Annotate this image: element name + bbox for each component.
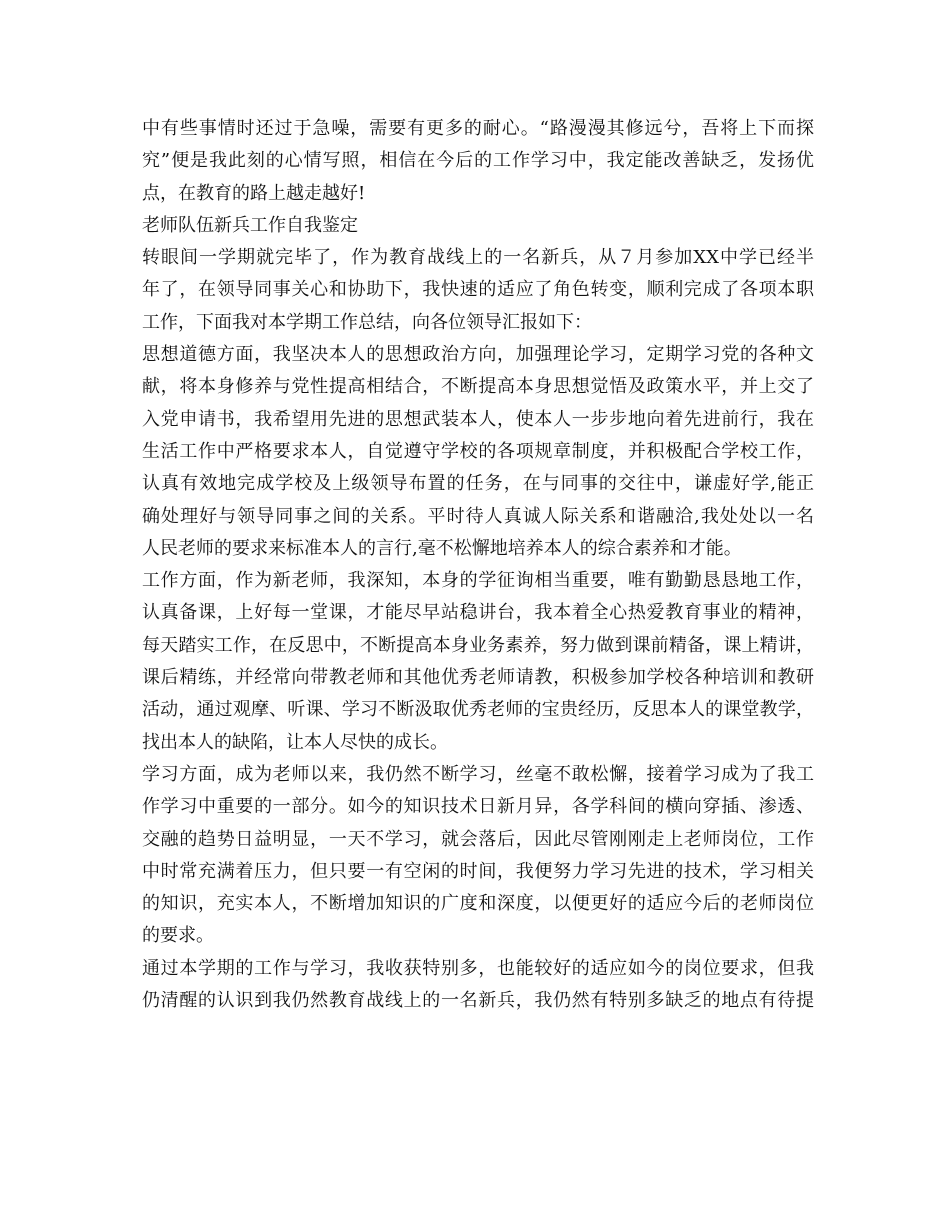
text-line: 工作方面，作为新老师，我深知，本身的学征询相当重要，唯有勤勤恳恳地工作， xyxy=(142,570,814,592)
text-line: 认真备课，上好每一堂课，才能尽早站稳讲台，我本着全心热爱教育事业的精神， xyxy=(142,602,814,624)
text-line: 工作，下面我对本学期工作总结，向各位领导汇报如下： xyxy=(142,311,592,333)
text-line: 找出本人的缺陷，让本人尽快的成长。 xyxy=(142,731,448,753)
text-line: 交融的趋势日益明显，一天不学习，就会落后，因此尽管刚刚走上老师岗位，工作 xyxy=(142,828,814,850)
text-line: 转眼间一学期就完毕了，作为教育战线上的一名新兵，从７月参加XX中学已经半 xyxy=(142,247,814,269)
text-line: 思想道德方面，我坚决本人的思想政治方向，加强理论学习，定期学习党的各种文 xyxy=(142,344,814,366)
text-line: 仍清醒的认识到我仍然教育战线上的一名新兵，我仍然有特别多缺乏的地点有待提 xyxy=(142,990,814,1012)
text-line: 点，在教育的路上越走越好! xyxy=(142,182,366,204)
text-line: 中有些事情时还过于急噪，需要有更多的耐心。“路漫漫其修远兮，吾将上下而探 xyxy=(142,118,814,139)
text-line: 通过本学期的工作与学习，我收获特别多，也能较好的适应如今的岗位要求，但我 xyxy=(142,957,814,979)
text-line: 究”便是我此刻的心情写照，相信在今后的工作学习中，我定能改善缺乏，发扬优 xyxy=(142,150,814,172)
text-line: 确处理好与领导同事之间的关系。平时待人真诚人际关系和谐融洽,我处处以一名 xyxy=(142,505,814,527)
text-line: 学习方面，成为老师以来，我仍然不断学习，丝毫不敢松懈，接着学习成为了我工 xyxy=(142,763,814,785)
text-line: 的知识，充实本人，不断增加知识的广度和深度，以便更好的适应今后的老师岗位 xyxy=(142,893,814,915)
text-line: 中时常充满着压力，但只要一有空闲的时间，我便努力学习先进的技术，学习相关 xyxy=(142,860,814,882)
text-line: 的要求。 xyxy=(142,925,214,947)
text-line: 认真有效地完成学校及上级领导布置的任务，在与同事的交往中，谦虚好学,能正 xyxy=(142,473,814,495)
text-line: 年了，在领导同事关心和协助下，我快速的适应了角色转变，顺利完成了各项本职 xyxy=(142,279,814,301)
text-line: 献，将本身修养与党性提高相结合，不断提高本身思想觉悟及政策水平，并上交了 xyxy=(142,376,814,398)
text-line: 入党申请书，我希望用先进的思想武装本人，使本人一步步地向着先进前行，我在 xyxy=(142,408,814,430)
text-line: 生活工作中严格要求本人，自觉遵守学校的各项规章制度，并积极配合学校工作， xyxy=(142,440,814,462)
text-line: 活动，通过观摩、听课、学习不断汲取优秀老师的宝贵经历，反思本人的课堂教学， xyxy=(142,699,814,721)
text-line: 作学习中重要的一部分。如今的知识技术日新月异，各学科间的横向穿插、渗透、 xyxy=(142,796,814,818)
document-body xyxy=(142,113,814,1017)
text-line: 人民老师的要求来标准本人的言行,毫不松懈地培养本人的综合素养和才能。 xyxy=(142,537,742,559)
text-line: 每天踏实工作，在反思中，不断提高本身业务素养，努力做到课前精备，课上精讲， xyxy=(142,634,814,656)
text-line: 课后精练，并经常向带教老师和其他优秀老师请教，积极参加学校各种培训和教研 xyxy=(142,667,814,689)
text-line: 老师队伍新兵工作自我鉴定 xyxy=(142,214,358,236)
